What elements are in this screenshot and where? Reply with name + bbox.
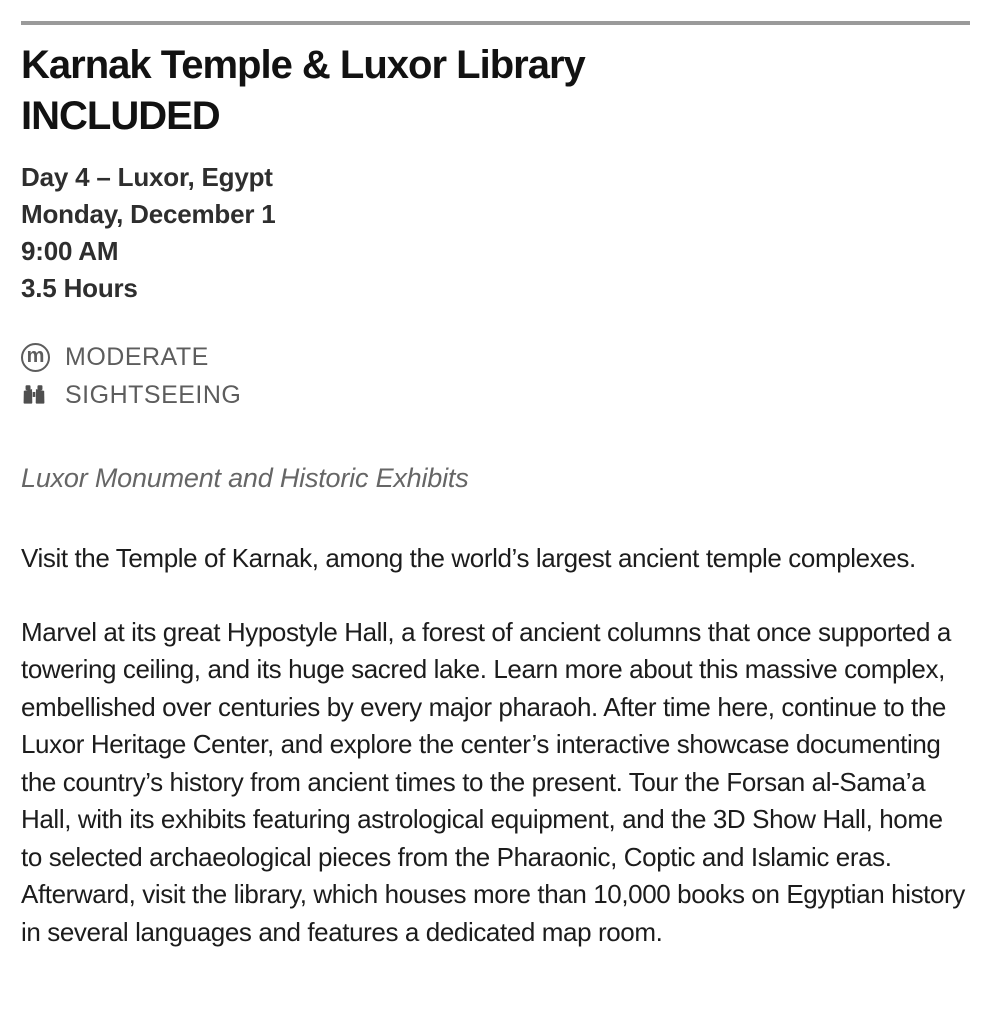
description-paragraph: Marvel at its great Hypostyle Hall, a forest of ancient columns that once supported a towering ceiling, and its huge sacred lake. Learn more about this massive complex, embellished over centuries by every major pharaoh. After time here, continue to the Luxor Heritage Center, and explore the center’s interactive showcase documenting the country’s history from ancient times to the present. Tour the Forsan al-Sama’a Hall, with its exhibits featuring astrological equipment, and the 3D Show Hall, home to selected archaeological pieces from the Pharaonic, Coptic and Islamic eras. Afterward, visit the library, which houses more than 10,000 books on Egyptian history in several languages and features a dedicated map room.: [21, 616, 965, 947]
description-paragraph: Visit the Temple of Karnak, among the world’s largest ancient temple complexes.: [21, 543, 916, 573]
activity-level-label: MODERATE: [65, 342, 209, 371]
activity-type-row: [21, 376, 966, 414]
moderate-activity-icon: m: [21, 343, 65, 372]
included-status: INCLUDED: [21, 94, 220, 138]
day-location: Day 4 – Luxor, Egypt: [21, 162, 273, 192]
start-time: 9:00 AM: [21, 236, 119, 266]
page-title: [21, 40, 966, 142]
duration: 3.5 Hours: [21, 273, 138, 303]
date: Monday, December 1: [21, 199, 276, 229]
activity-type-label: SIGHTSEEING: [65, 380, 242, 409]
activity-level-row: [21, 338, 966, 376]
activity-tags: [21, 338, 966, 414]
binoculars-icon: [21, 382, 65, 408]
excursion-details: [21, 159, 966, 307]
excursion-subtitle: Luxor Monument and Historic Exhibits: [21, 463, 469, 493]
top-divider: [21, 21, 970, 25]
excursion-name: Karnak Temple & Luxor Library: [21, 43, 585, 87]
excursion-description: [21, 540, 966, 951]
